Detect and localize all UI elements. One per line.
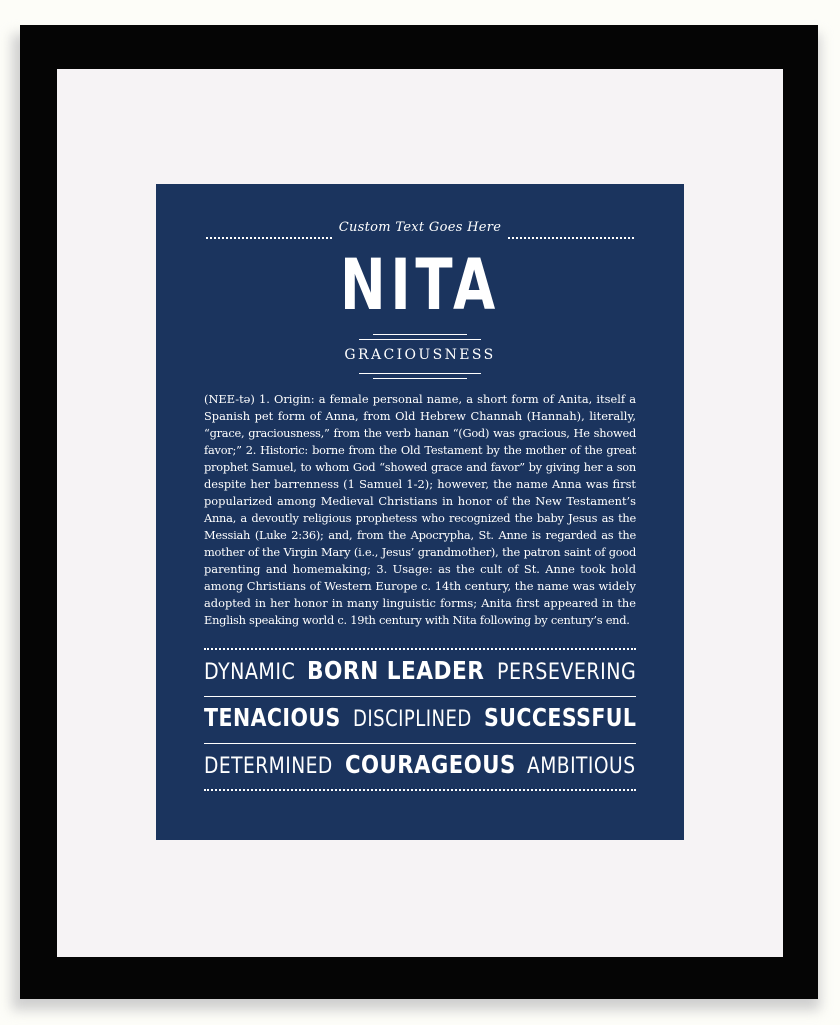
dotted-divider-traits-top [204,648,636,650]
dotted-divider-traits-bottom [204,789,636,791]
trait-word: BORN LEADER [307,656,485,685]
definition-line: mother of the Virgin Mary (i.e., Jesus’ grandmother), the patron saint of good [204,545,636,559]
definition-line: parenting and homemaking; 3. Usage: as the cult of St. Anne took hold [204,562,636,576]
custom-text: Custom Text Goes Here [338,220,502,235]
trait-separator [204,743,636,744]
rule-top-2 [359,339,481,340]
trait-word: TENACIOUS [204,703,341,732]
trait-row-2 [204,703,636,732]
name-meaning-poster [156,184,684,840]
rule-top-1 [373,334,467,335]
definition-line: “grace, graciousness,” from the verb hanan “(God) was gracious, He showed [204,426,636,440]
definition-line: despite her barrenness (1 Samuel 1-2); however, the name Anna was first [204,477,636,491]
rule-bottom-1 [359,373,481,374]
trait-row-1 [204,656,636,685]
definition-line: English speaking world c. 19th century with Nita following by century’s end. [204,613,630,627]
definition-line: among Christians of Western Europe c. 14th century, the name was widely [204,579,636,593]
definition-line: Spanish pet form of Anna, from Old Hebrew Channah (Hannah), literally, [204,409,636,423]
definition-line: (NEE-tə) 1. Origin: a female personal name, a short form of Anita, itself a [204,392,636,406]
dotted-divider-right [508,237,634,239]
definition-line: prophet Samuel, to whom God “showed grace and favor” by giving her a son [204,460,636,474]
trait-word: PERSEVERING [496,660,636,685]
definition-line: Anna, a devoutly religious prophetess who recognized the baby Jesus as the [204,511,636,525]
trait-word: AMBITIOUS [527,754,637,779]
name-title: NITA [340,244,500,326]
name-meaning: GRACIOUSNESS [344,347,496,363]
definition-line: favor;” 2. Historic: borne from the Old Testament by the mother of the great [204,443,636,457]
trait-word: DISCIPLINED [352,707,472,732]
definition-line: adopted in her honor in many linguistic forms; Anita first appeared in the [204,596,636,610]
definition-line: Messiah (Luke 2:36); and, from the Apocrypha, St. Anne is regarded as the [204,528,636,542]
definition-line: popularized among Medieval Christians in honor of the New Testament’s [204,494,636,508]
dotted-divider-left [206,237,332,239]
name-definition [204,391,636,629]
rule-bottom-2 [373,378,467,379]
trait-word: DETERMINED [204,754,333,779]
trait-separator [204,696,636,697]
trait-word: COURAGEOUS [344,750,516,779]
trait-row-3 [204,750,636,779]
trait-word: SUCCESSFUL [483,703,636,732]
trait-word: DYNAMIC [204,660,296,685]
